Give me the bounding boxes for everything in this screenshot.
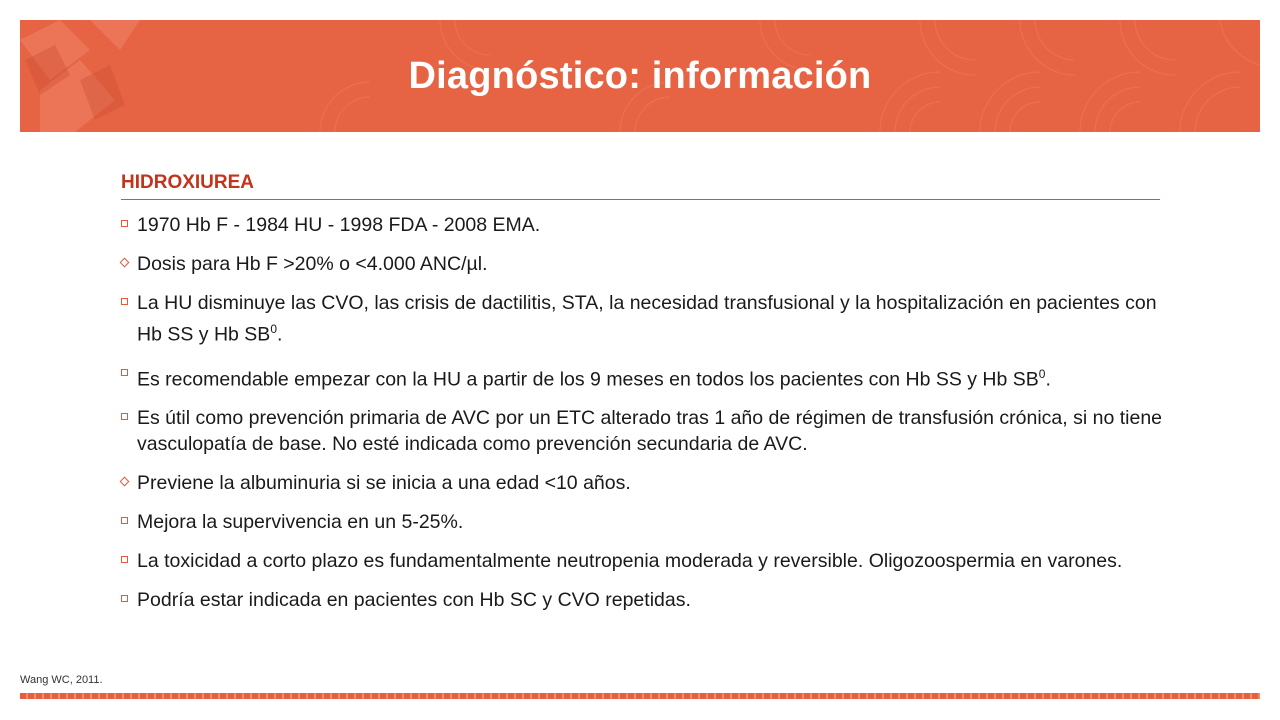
- square-bullet-icon: [121, 369, 128, 376]
- section-heading: HIDROXIUREA: [121, 172, 255, 193]
- bullet-item: [121, 212, 1181, 238]
- bullet-item: [121, 587, 1181, 613]
- square-bullet-icon: [121, 595, 128, 602]
- header-banner: [20, 20, 1260, 132]
- diamond-bullet-icon: [120, 258, 130, 268]
- bullet-item: [121, 548, 1181, 574]
- square-bullet-icon: [121, 298, 128, 305]
- bullet-item: [121, 470, 1181, 496]
- bullet-text: Es útil como prevención primaria de AVC por un ETC alterado tras 1 año de régimen de transfusión crónica, si no tiene vasculopatía de base. No esté indicada como prevención secundaria de AVC.: [137, 407, 1163, 455]
- superscript-zero: 0: [1038, 366, 1046, 381]
- bullet-list: [121, 212, 1181, 626]
- bullet-item: [121, 405, 1181, 457]
- footer-bar: [20, 693, 1260, 699]
- square-bullet-icon: [121, 220, 128, 227]
- bullet-item: [121, 361, 1181, 393]
- bullet-text-end: .: [1045, 368, 1051, 390]
- superscript-zero: 0: [270, 322, 277, 336]
- bullet-item: [121, 251, 1181, 277]
- bullet-item: [121, 290, 1181, 348]
- bullet-text: La toxicidad a corto plazo es fundamentalmente neutropenia moderada y reversible. Oligozoospermia en varones.: [137, 550, 1123, 572]
- square-bullet-icon: [121, 413, 128, 420]
- bullet-text: Previene la albuminuria si se inicia a una edad <10 años.: [137, 472, 631, 494]
- bullet-text: Dosis para Hb F >20% o <4.000 ANC/µl.: [137, 253, 488, 275]
- diamond-bullet-icon: [120, 477, 130, 487]
- square-bullet-icon: [121, 517, 128, 524]
- bullet-item: [121, 509, 1181, 535]
- page-title: Diagnóstico: información: [408, 54, 872, 97]
- bullet-text: Es recomendable empezar con la HU a partir de los 9 meses en todos los pacientes con Hb SS y Hb SB: [137, 368, 1039, 390]
- bullet-text-end: .: [277, 323, 283, 346]
- bullet-text: Mejora la supervivencia en un 5-25%.: [137, 511, 464, 533]
- section-divider: [121, 199, 1160, 200]
- bullet-text: La HU disminuye las CVO, las crisis de dactilitis, STA, la necesidad transfusional y la hospitalización en pacientes con Hb SS y Hb SB: [137, 292, 1157, 346]
- citation: Wang WC, 2011.: [20, 674, 103, 686]
- bullet-text: Podría estar indicada en pacientes con Hb SC y CVO repetidas.: [137, 589, 691, 611]
- bullet-text: 1970 Hb F - 1984 HU - 1998 FDA - 2008 EMA.: [137, 214, 541, 236]
- square-bullet-icon: [121, 556, 128, 563]
